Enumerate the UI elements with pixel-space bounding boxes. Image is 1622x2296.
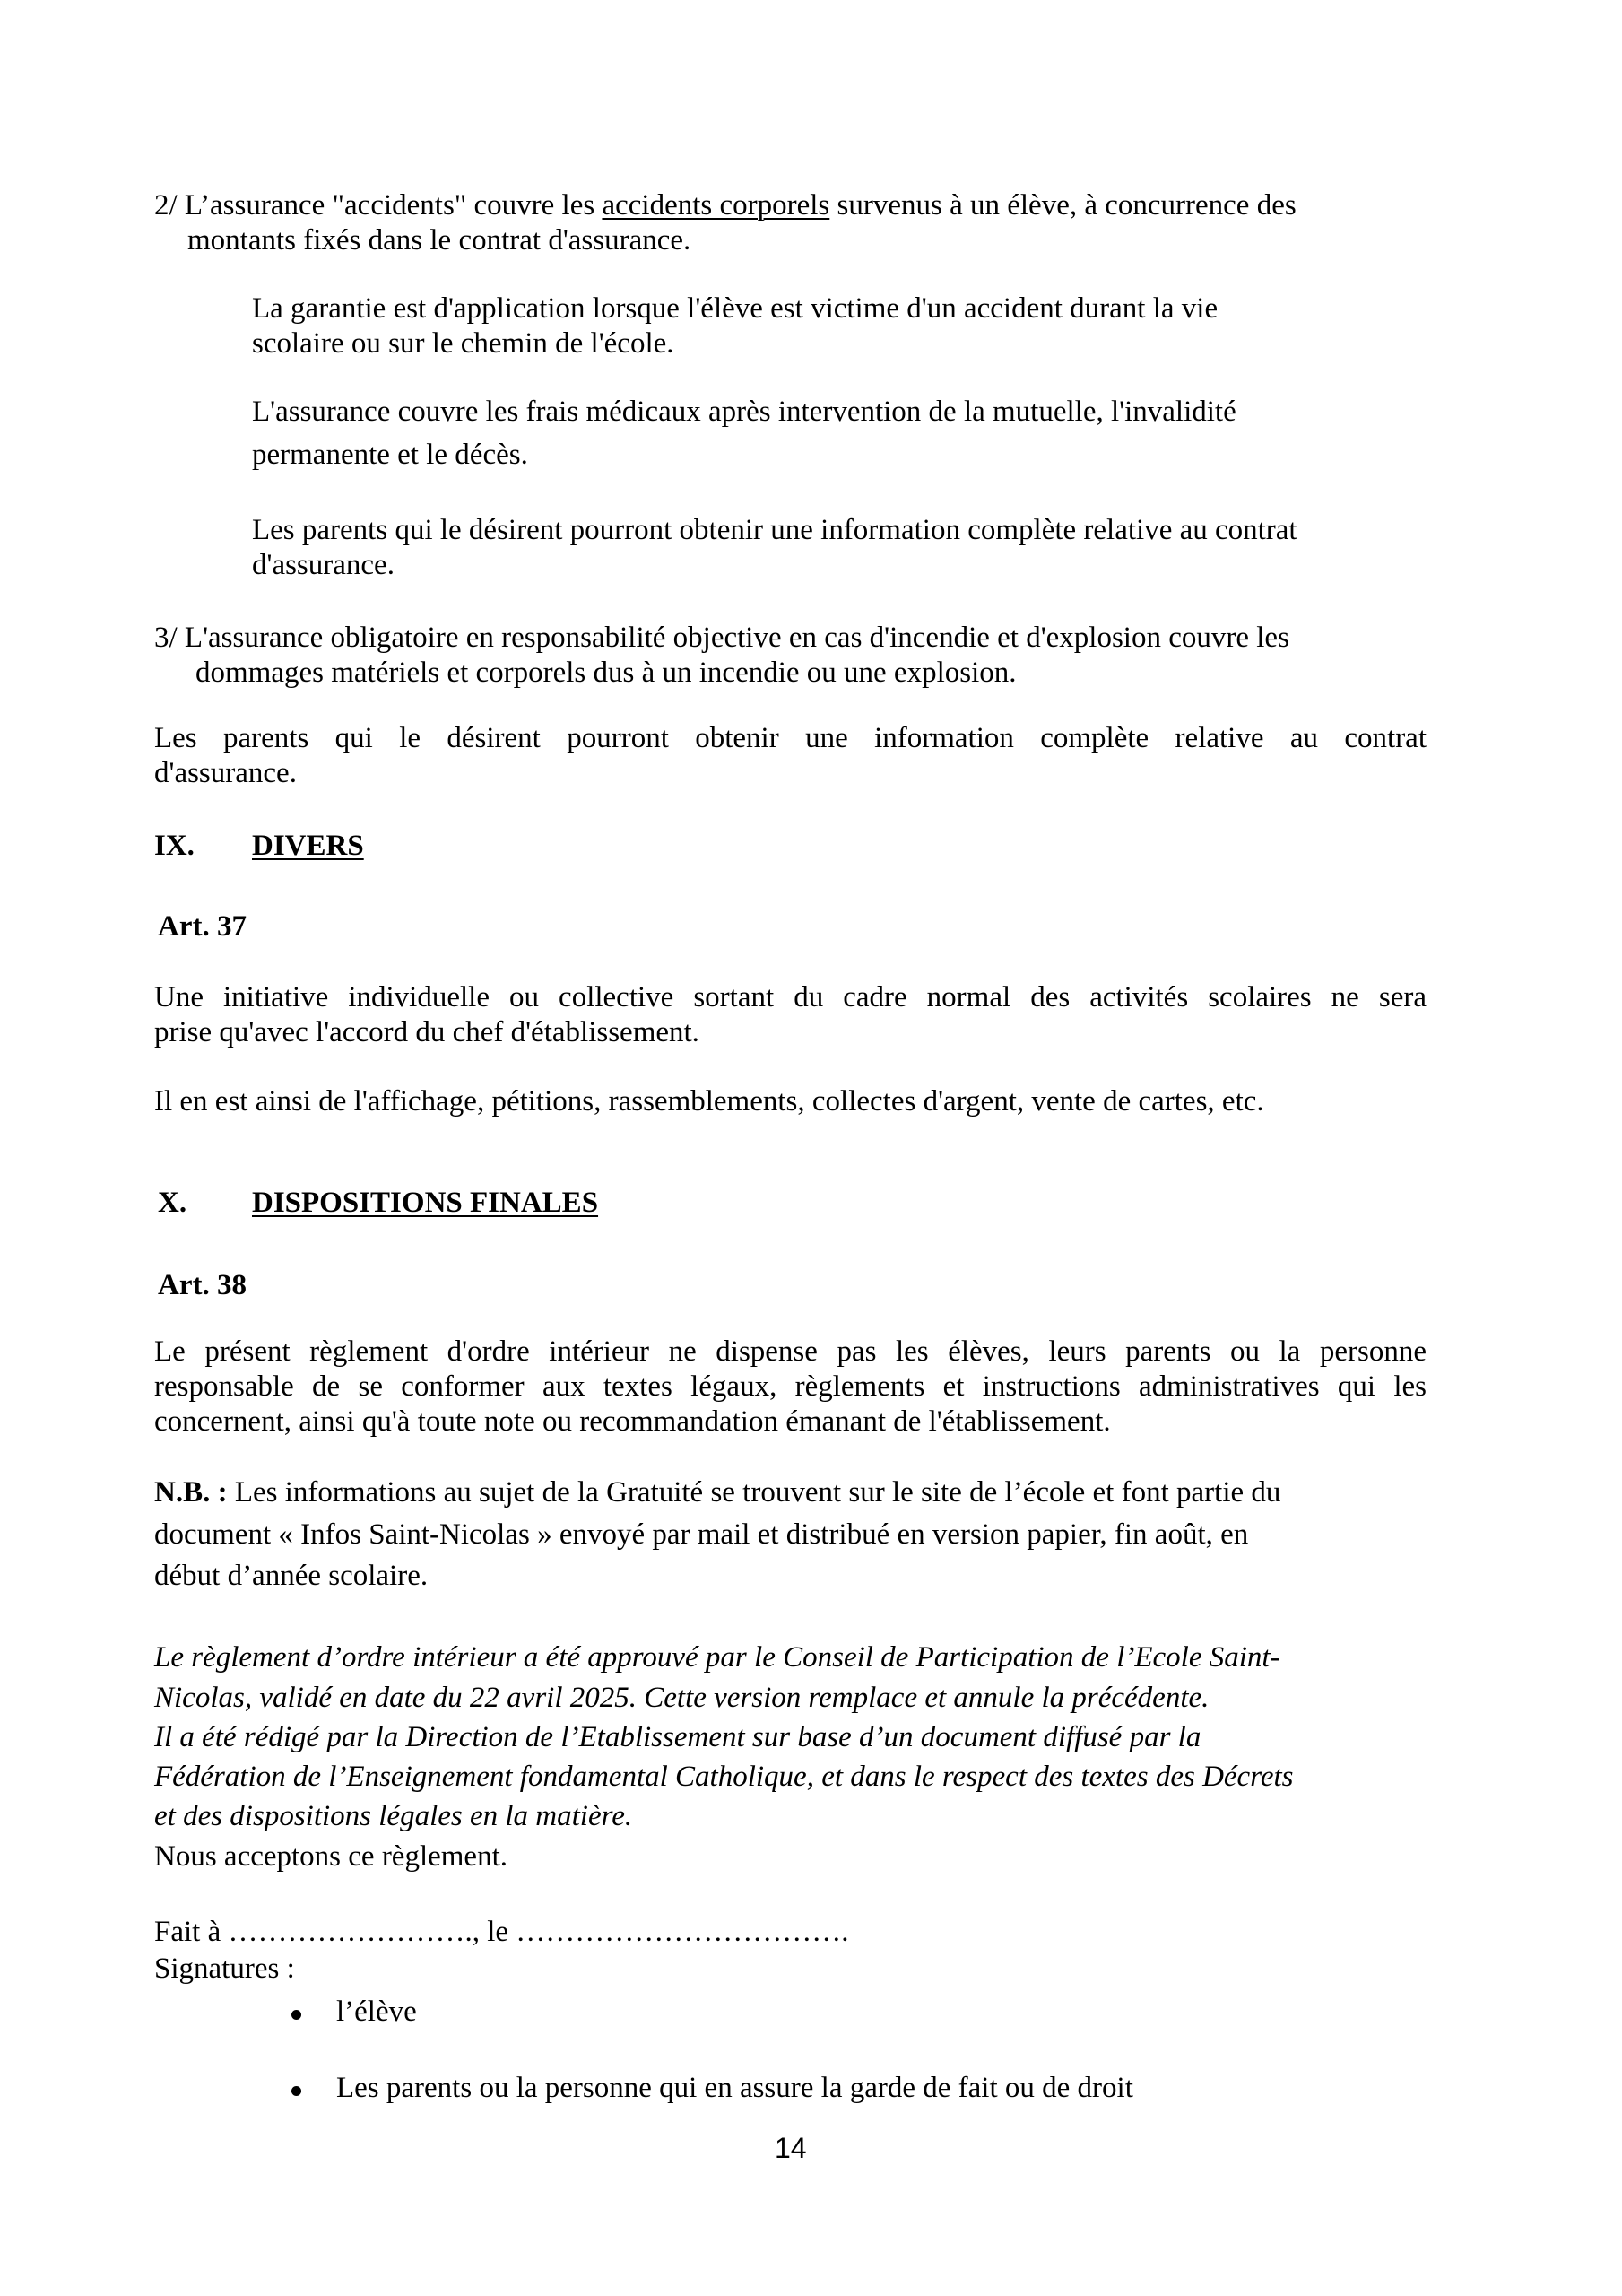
item3-line1: 3/ L'assurance obligatoire en responsabilité objective en cas d'incendie et d'explosion couvre les (154, 622, 1289, 654)
item2-line2: montants fixés dans le contrat d'assurance. (187, 224, 691, 257)
nb-line2: document « Infos Saint-Nicolas » envoyé par mail et distribué en version papier, fin août, en (154, 1518, 1249, 1551)
info2-line2: d'assurance. (154, 757, 297, 789)
art37-label: Art. 37 (158, 910, 247, 943)
approval-line4: Fédération de l’Enseignement fondamental Catholique, et dans le respect des textes des Décrets (154, 1761, 1294, 1793)
art37-p2: Il en est ainsi de l'affichage, pétitions, rassemblements, collectes d'argent, vente de cartes, etc. (154, 1085, 1264, 1118)
bullet-icon (291, 2010, 301, 2020)
accidents-corporels-link: accidents corporels (602, 189, 830, 222)
art38-line1: Le présent règlement d'ordre intérieur ne dispense pas les élèves, leurs parents ou la personne (154, 1335, 1427, 1368)
item2-line1: 2/ L’assurance "accidents" couvre les accidents corporels survenus à un élève, à concurrence des (154, 189, 1297, 222)
info1-line2: d'assurance. (252, 549, 395, 581)
item3-line2: dommages matériels et corporels dus à un incendie ou une explosion. (195, 657, 1017, 689)
guarantee-line1: La garantie est d'application lorsque l'élève est victime d'un accident durant la vie (252, 292, 1219, 325)
section9-number: IX. (154, 830, 195, 862)
section10-number: X. (158, 1187, 187, 1219)
page-number: 14 (775, 2132, 807, 2164)
signature-item-student: l’élève (336, 1996, 417, 2028)
approval-line1: Le règlement d’ordre intérieur a été approuvé par le Conseil de Participation de l’Ecole Saint- (154, 1641, 1280, 1674)
approval-line3: Il a été rédigé par la Direction de l’Etablissement sur base d’un document diffusé par la (154, 1721, 1201, 1753)
acceptance-text: Nous acceptons ce règlement. (154, 1840, 508, 1873)
signature-item-parents: Les parents ou la personne qui en assure la garde de fait ou de droit (336, 2072, 1133, 2104)
nb-line1: N.B. : Les informations au sujet de la Gratuité se trouvent sur le site de l’école et font partie du (154, 1476, 1281, 1509)
coverage-line1: L'assurance couvre les frais médicaux après intervention de la mutuelle, l'invalidité (252, 396, 1236, 428)
art38-label: Art. 38 (158, 1269, 247, 1301)
bullet-icon (291, 2086, 301, 2096)
coverage-line2: permanente et le décès. (252, 439, 528, 471)
art37-p1-line1: Une initiative individuelle ou collective sortant du cadre normal des activités scolaires ne sera (154, 981, 1427, 1013)
info2-line1: Les parents qui le désirent pourront obtenir une information complète relative au contrat (154, 722, 1427, 754)
section10-title: DISPOSITIONS FINALES (252, 1187, 599, 1219)
signature-place-date: Fait à ……………………., le ……………………………. (154, 1916, 849, 1948)
art38-line2: responsable de se conformer aux textes légaux, règlements et instructions administratives qui les (154, 1370, 1427, 1403)
nb-label: N.B. : (154, 1476, 228, 1509)
section9-title: DIVERS (252, 830, 364, 862)
info1-line1: Les parents qui le désirent pourront obtenir une information complète relative au contrat (252, 514, 1297, 546)
nb-line3: début d’année scolaire. (154, 1560, 429, 1592)
art37-p1-line2: prise qu'avec l'accord du chef d'établissement. (154, 1016, 699, 1048)
guarantee-line2: scolaire ou sur le chemin de l'école. (252, 327, 674, 360)
art38-line3: concernent, ainsi qu'à toute note ou recommandation émanant de l'établissement. (154, 1405, 1111, 1438)
signatures-label: Signatures : (154, 1952, 295, 1985)
approval-line5: et des dispositions légales en la matière. (154, 1800, 633, 1832)
approval-line2: Nicolas, validé en date du 22 avril 2025. Cette version remplace et annule la précédente. (154, 1682, 1210, 1714)
